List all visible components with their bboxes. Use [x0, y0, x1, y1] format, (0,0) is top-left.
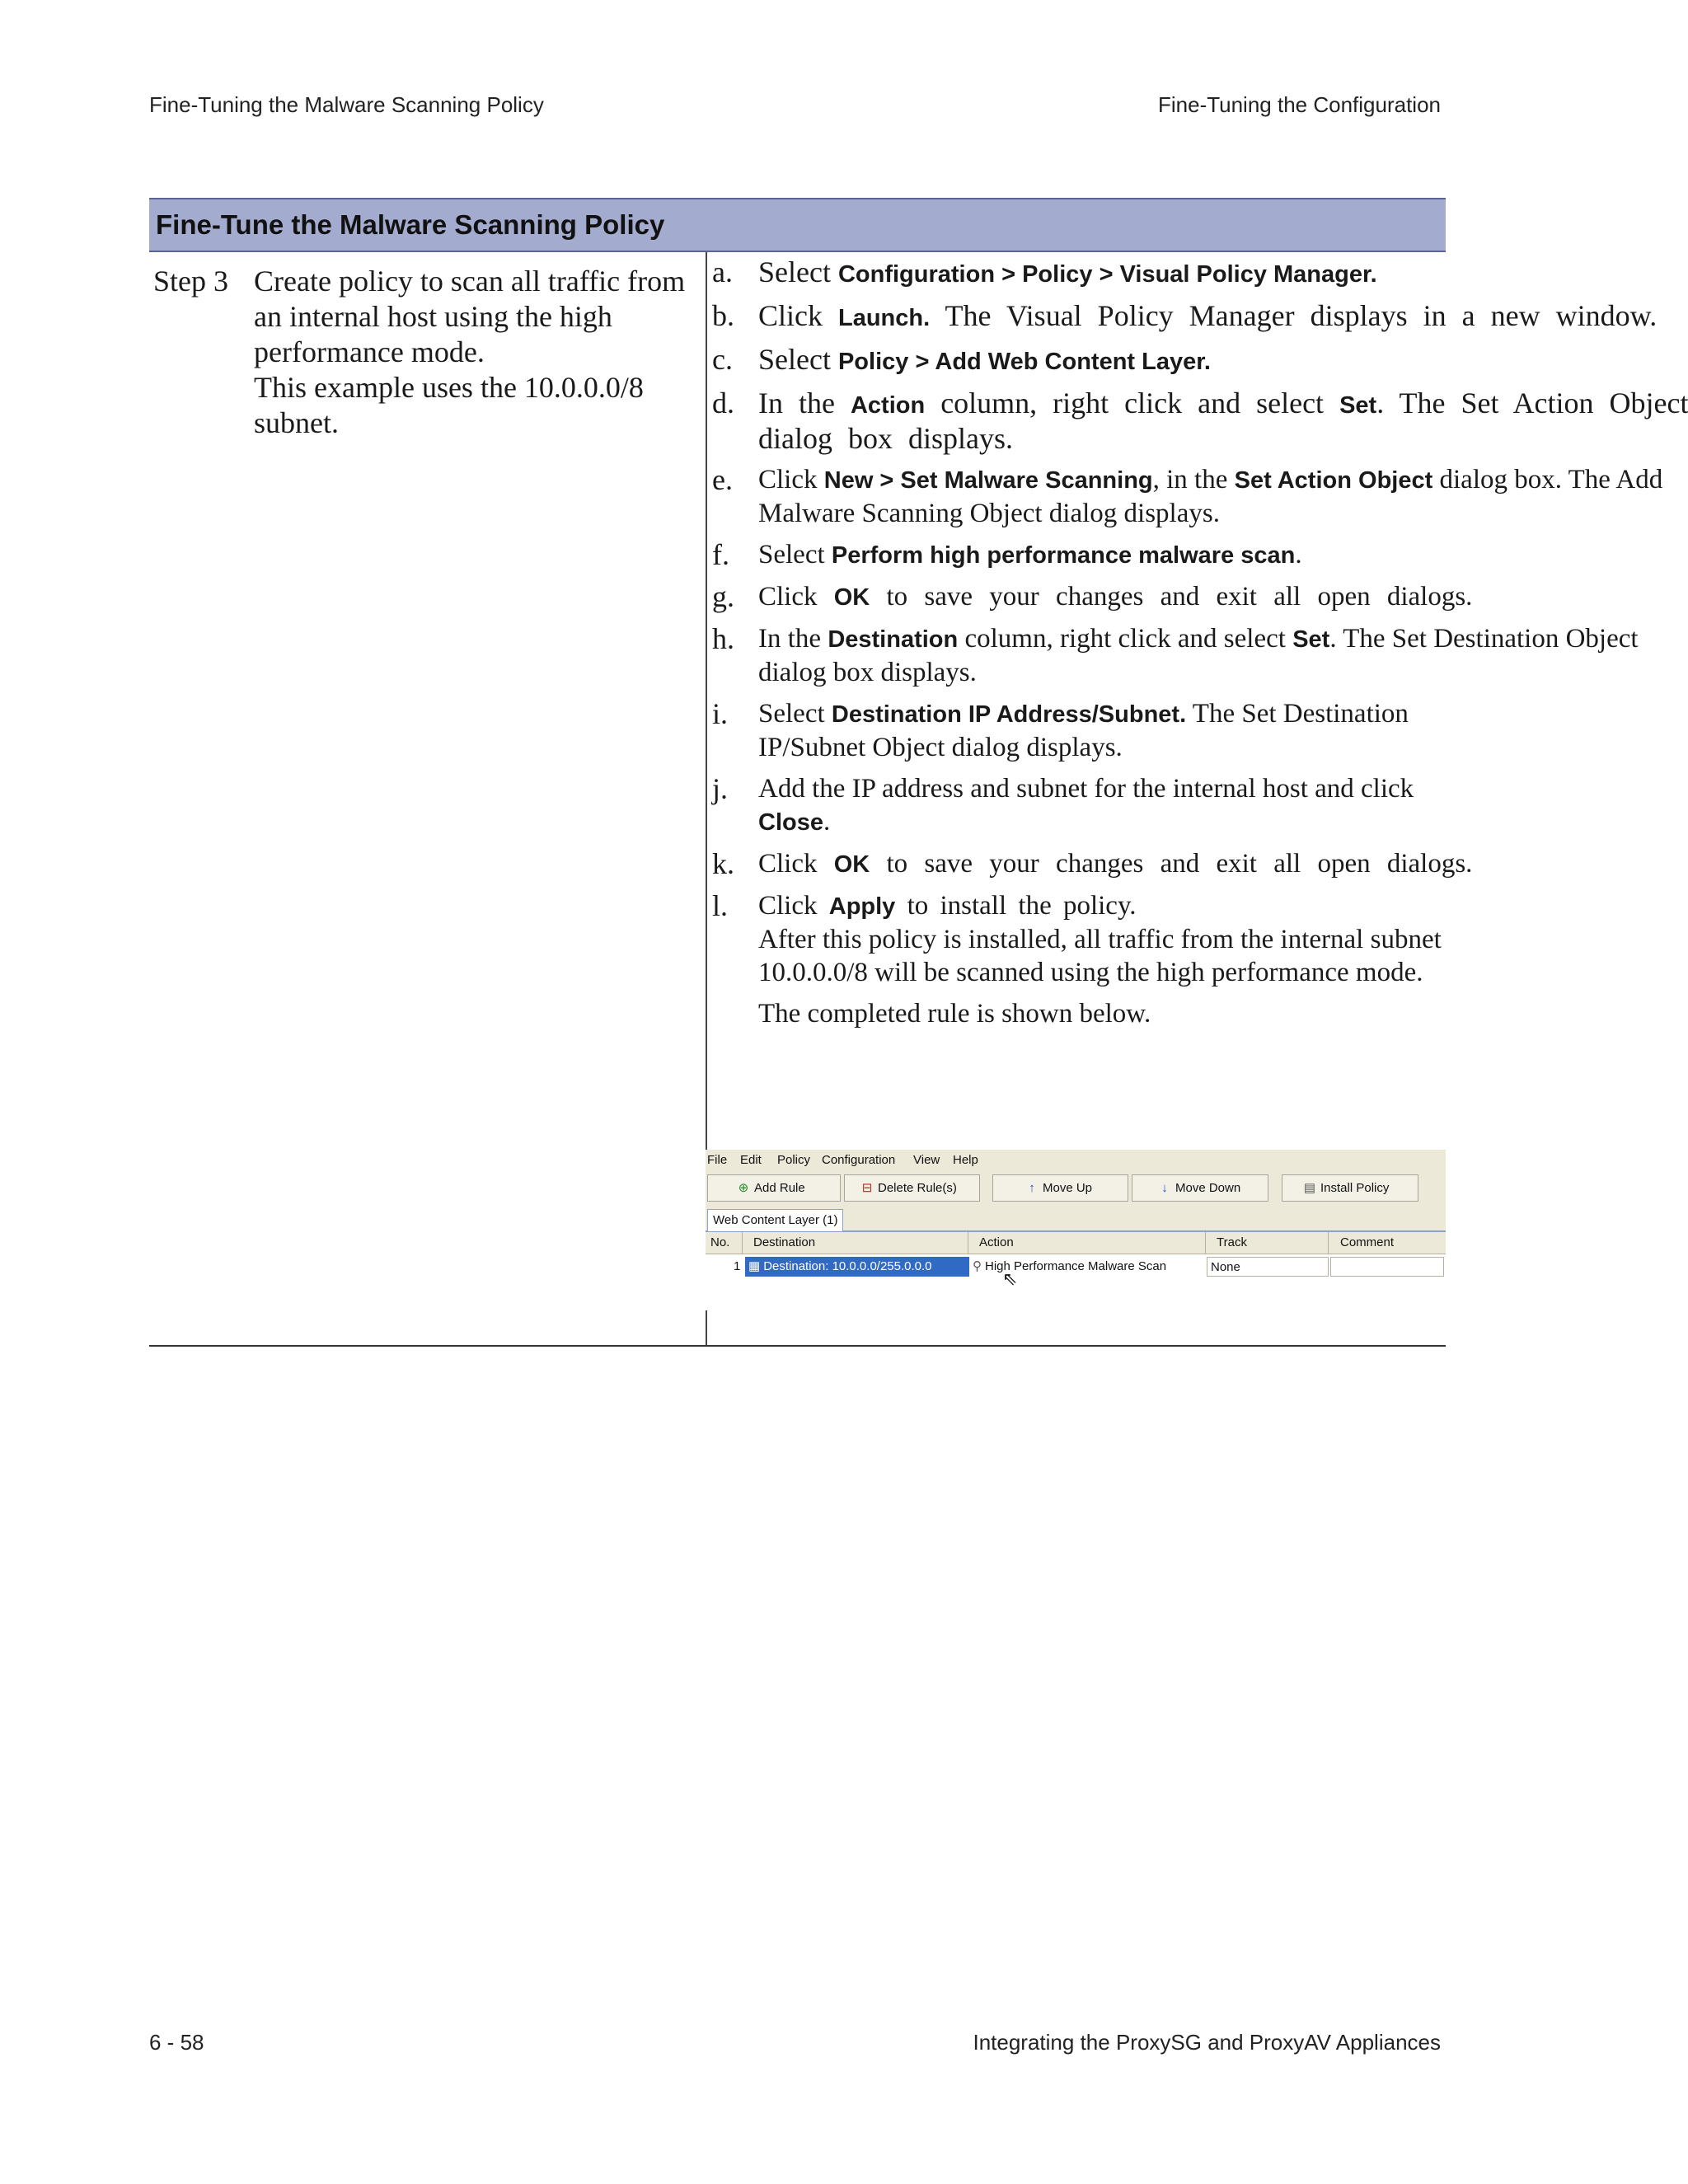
cursor-icon: ⇖ — [1002, 1268, 1018, 1289]
arrow-down-icon: ↓ — [1161, 1181, 1168, 1195]
text: The Set Destination IP/Subnet Object dialog displays. — [758, 699, 1409, 762]
text: In the — [758, 387, 851, 419]
instruction-letter: h. — [712, 622, 734, 655]
instruction-e — [712, 463, 1673, 530]
menu-path: Policy > Add Web Content Layer. — [837, 349, 1211, 375]
text: column, right click and select — [958, 624, 1293, 654]
instruction-l-note: After this policy is installed, all traffic from the internal subnet 10.0.0.0/8 will be scanned using the high performance mode. — [758, 925, 1442, 987]
action-value: High Performance Malware Scan — [985, 1259, 1167, 1273]
text: , in the — [1152, 465, 1235, 494]
text: Click — [758, 891, 829, 921]
running-header-chapter: Fine-Tuning the Configuration — [1157, 92, 1441, 117]
ui-term: Action — [850, 392, 926, 419]
text: Add the IP address and subnet for the internal host and click — [758, 774, 1414, 804]
col-track[interactable]: Track — [1217, 1235, 1247, 1249]
text: Click — [758, 849, 834, 879]
comment-cell[interactable] — [1330, 1257, 1444, 1277]
delete-rules-label: Delete Rule(s) — [878, 1181, 957, 1195]
menu-view[interactable]: View — [913, 1153, 940, 1167]
step-text-main: Create policy to scan all traffic from an internal host using the high performance mode. — [254, 265, 686, 368]
text: Click — [758, 299, 838, 332]
ui-term: Perform high performance malware scan — [831, 542, 1296, 569]
ui-term: OK — [833, 851, 870, 878]
instruction-letter: j. — [712, 772, 729, 805]
move-up-label: Move Up — [1043, 1181, 1093, 1195]
text: . The Set Action Object dialog box displays. — [758, 387, 1688, 455]
add-rule-button[interactable] — [707, 1174, 841, 1202]
instruction-h — [712, 622, 1688, 689]
menu-policy[interactable]: Policy — [777, 1153, 811, 1167]
arrow-up-icon: ↑ — [1029, 1181, 1035, 1195]
ui-term: Launch. — [838, 305, 931, 331]
delete-rules-button[interactable] — [844, 1174, 980, 1202]
ui-term: Apply — [828, 893, 896, 920]
instruction-k — [712, 847, 1688, 881]
ui-term: Close — [758, 809, 823, 836]
instruction-letter: e. — [712, 463, 733, 496]
instruction-letter: b. — [712, 299, 734, 332]
step-description — [254, 264, 699, 441]
instruction-c — [712, 343, 1688, 378]
text: Select — [758, 699, 832, 729]
table-row[interactable] — [706, 1255, 1446, 1289]
col-no[interactable]: No. — [710, 1235, 730, 1249]
add-rule-label: Add Rule — [754, 1181, 805, 1195]
ui-term: Set Action Object — [1234, 467, 1433, 494]
col-separator — [742, 1232, 743, 1254]
step-label: Step 3 — [153, 265, 229, 298]
destination-cell[interactable] — [745, 1257, 969, 1277]
menu-file[interactable]: File — [707, 1153, 728, 1167]
ui-term: Destination — [828, 626, 959, 653]
col-comment[interactable]: Comment — [1340, 1235, 1395, 1249]
instruction-list — [712, 255, 1688, 1038]
instruction-letter: c. — [712, 343, 733, 376]
col-action[interactable]: Action — [979, 1235, 1014, 1249]
menu-path: New > Set Malware Scanning — [823, 467, 1153, 494]
instruction-letter: k. — [712, 847, 734, 880]
menu-configuration[interactable]: Configuration — [822, 1153, 896, 1167]
instruction-l — [712, 889, 1484, 1030]
col-destination[interactable]: Destination — [753, 1235, 816, 1249]
vpm-tab-row — [706, 1206, 1446, 1232]
col-separator — [1205, 1232, 1206, 1254]
tab-web-content-layer[interactable]: Web Content Layer (1) — [707, 1209, 843, 1231]
procedure-table — [149, 198, 1688, 1347]
vpm-menubar — [706, 1150, 1446, 1171]
text: The Visual Policy Manager displays in a new window. — [930, 299, 1658, 332]
instruction-letter: g. — [712, 580, 734, 613]
instruction-b — [712, 299, 1688, 335]
instruction-a — [712, 255, 1688, 291]
add-rule-icon: ⊕ — [738, 1181, 749, 1195]
running-header-section: Fine-Tuning the Malware Scanning Policy — [149, 92, 544, 117]
move-up-button[interactable] — [992, 1174, 1128, 1202]
instruction-f — [712, 538, 1688, 572]
text: column, right click and select — [925, 387, 1340, 419]
text: Select — [758, 255, 838, 288]
vpm-toolbar — [706, 1171, 1446, 1206]
col-separator — [1328, 1232, 1329, 1254]
move-down-label: Move Down — [1175, 1181, 1241, 1195]
menu-path: Configuration > Policy > Visual Policy Manager. — [837, 261, 1377, 288]
text: to install the policy. — [895, 891, 1137, 921]
text: In the — [758, 624, 828, 654]
text: Click — [758, 582, 834, 612]
row-number: 1 — [734, 1259, 741, 1273]
move-down-button[interactable] — [1132, 1174, 1268, 1202]
vpm-screenshot — [706, 1150, 1446, 1310]
menu-edit[interactable]: Edit — [740, 1153, 762, 1167]
text: . — [1295, 540, 1302, 569]
text: dialog box. The Add Malware Scanning Object dialog displays. — [758, 465, 1663, 528]
page-number: 6 - 58 — [149, 2030, 204, 2055]
ui-term: Destination IP Address/Subnet. — [831, 701, 1187, 728]
instruction-d — [712, 387, 1688, 455]
text: to save your changes and exit all open dialogs. — [870, 582, 1473, 612]
instruction-letter: l. — [712, 889, 729, 922]
text: to save your changes and exit all open dialogs. — [870, 849, 1473, 879]
ui-term: Set — [1339, 392, 1377, 419]
instruction-letter: i. — [712, 697, 729, 730]
track-cell[interactable]: None — [1207, 1257, 1329, 1277]
rule-grid — [706, 1232, 1446, 1310]
install-policy-label: Install Policy — [1320, 1181, 1390, 1195]
text: Select — [758, 343, 838, 376]
menu-help[interactable]: Help — [953, 1153, 978, 1167]
instruction-letter: d. — [712, 387, 734, 419]
install-policy-icon: ▤ — [1303, 1181, 1316, 1195]
table-header — [149, 198, 1446, 252]
instruction-l-caption: The completed rule is shown below. — [758, 999, 1151, 1029]
step-text-example: This example uses the 10.0.0.0/8 subnet. — [254, 371, 644, 439]
install-policy-button[interactable] — [1282, 1174, 1418, 1202]
ui-term: Set — [1292, 626, 1330, 653]
instruction-j — [712, 772, 1484, 839]
text: Click — [758, 465, 824, 494]
text: Select — [758, 540, 832, 569]
instruction-i — [712, 697, 1434, 764]
network-icon: ▦ — [748, 1259, 761, 1273]
text: . The Set Destination Object dialog box displays. — [758, 624, 1639, 687]
table-title: Fine-Tune the Malware Scanning Policy — [156, 209, 665, 240]
instruction-letter: f. — [712, 538, 729, 571]
destination-value: Destination: 10.0.0.0/255.0.0.0 — [763, 1259, 932, 1273]
table-bottom-rule — [149, 1345, 1446, 1347]
rule-grid-header — [706, 1232, 1446, 1254]
scan-icon: ⚲ — [973, 1259, 982, 1273]
instruction-g — [712, 580, 1688, 614]
ui-term: OK — [833, 584, 870, 611]
text: . — [823, 807, 831, 837]
instruction-letter: a. — [712, 255, 733, 288]
delete-rule-icon: ⊟ — [861, 1181, 873, 1195]
running-footer-title: Integrating the ProxySG and ProxyAV Appliances — [973, 2030, 1441, 2055]
